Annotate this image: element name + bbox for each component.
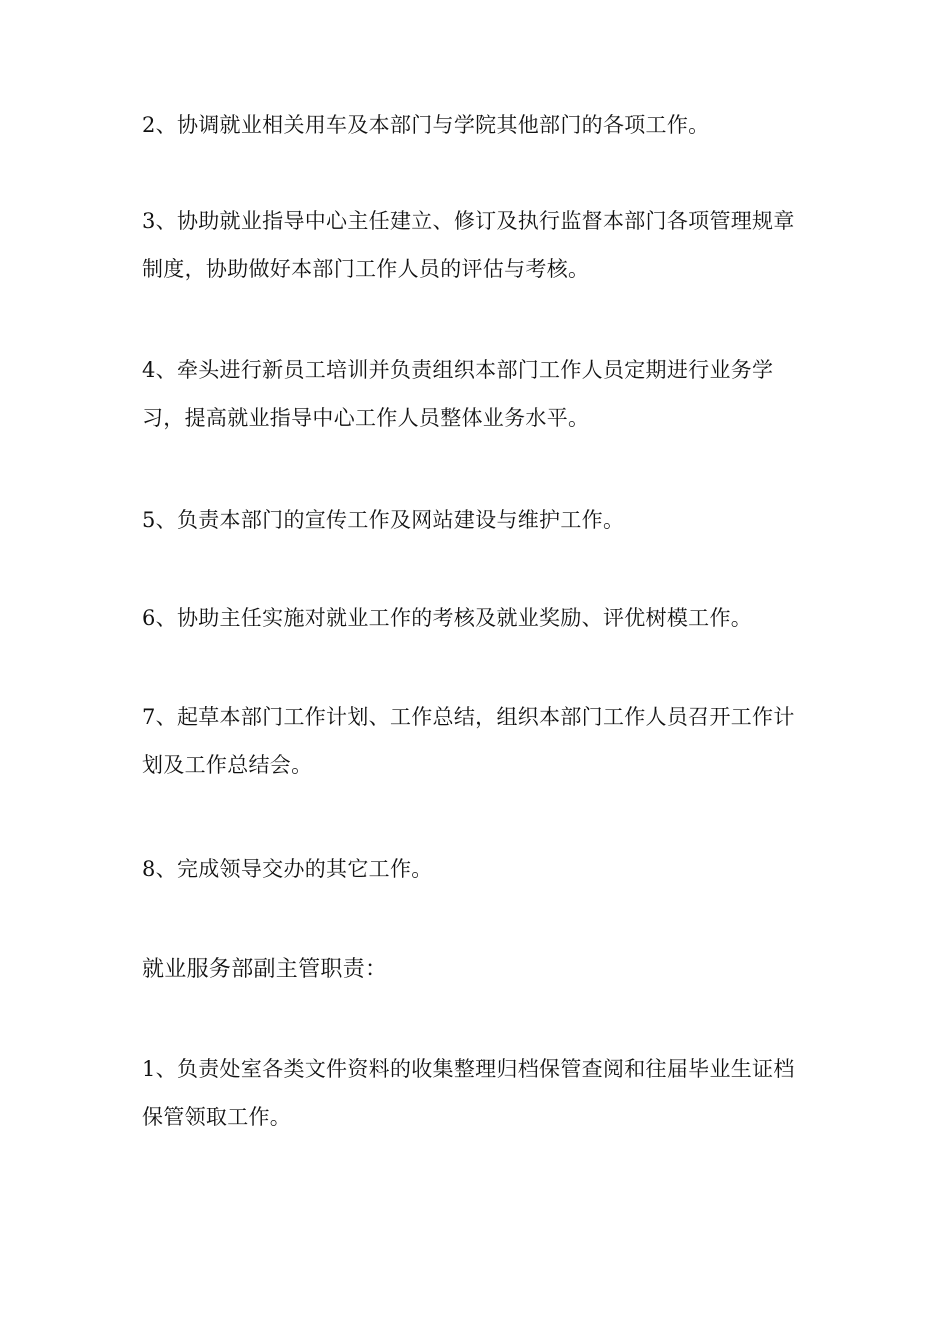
section-paragraph-item-1: 1、负责处室各类文件资料的收集整理归档保管查阅和往届毕业生证档保管领取工作。 [142, 1057, 795, 1129]
paragraph-item-7: 7、起草本部门工作计划、工作总结，组织本部门工作人员召开工作计划及工作总结会。 [142, 705, 795, 777]
section-heading: 就业服务部副主管职责： [142, 957, 388, 982]
paragraph-item-3: 3、协助就业指导中心主任建立、修订及执行监督本部门各项管理规章制度，协助做好本部门工作人员的评估与考核。 [142, 209, 795, 281]
paragraph-item-5: 5、负责本部门的宣传工作及网站建设与维护工作。 [142, 508, 625, 532]
paragraph-item-4: 4、牵头进行新员工培训并负责组织本部门工作人员定期进行业务学习，提高就业指导中心工作人员整体业务水平。 [142, 358, 774, 430]
paragraph-item-6: 6、协助主任实施对就业工作的考核及就业奖励、评优树模工作。 [142, 606, 753, 630]
paragraph-item-2: 2、协调就业相关用车及本部门与学院其他部门的各项工作。 [142, 113, 710, 137]
paragraph-item-8: 8、完成领导交办的其它工作。 [142, 857, 433, 881]
